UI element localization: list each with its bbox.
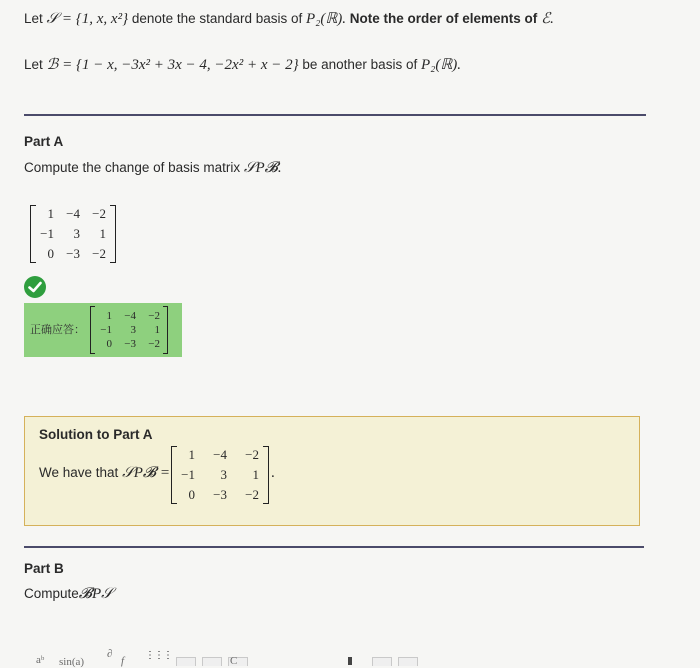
intro-let: Let — [24, 11, 43, 26]
correct-check-icon — [24, 276, 46, 298]
matrix-cell: −3 — [213, 487, 227, 502]
standard-basis-set: 𝒮 = {1, x, x²} — [46, 11, 129, 27]
correct-matrix-grid — [95, 306, 163, 354]
solution-matrix-grid — [177, 446, 263, 504]
intro-line-2 — [24, 55, 461, 74]
redo-button[interactable]: C — [230, 655, 238, 667]
matrix-cell: 3 — [130, 324, 136, 336]
matrix-cell: 0 — [106, 338, 112, 350]
divider-bottom — [24, 546, 644, 548]
part-a-title: Part A — [24, 134, 64, 149]
part-a-prompt — [24, 159, 282, 177]
matrix-cell: −3 — [124, 338, 136, 350]
matrix-cell: −2 — [148, 310, 160, 322]
matrix-cell: 0 — [188, 487, 195, 502]
right-bracket — [163, 306, 168, 354]
part-b-title: Part B — [24, 561, 64, 576]
power-button[interactable]: aᵇ — [36, 654, 45, 666]
matrix-cell: −1 — [40, 226, 54, 241]
function-button[interactable]: f — [121, 655, 125, 667]
solution-matrix — [171, 446, 269, 504]
sin-button[interactable]: sin(a) — [59, 656, 85, 668]
partial-derivative-button[interactable]: ∂ — [107, 648, 113, 660]
matrix-cell: −1 — [181, 467, 195, 482]
order-note: Note the order of elements of — [349, 11, 538, 26]
matrix-cell: −2 — [148, 338, 160, 350]
intro2-let: Let — [24, 57, 43, 72]
solution-symbol: 𝒮P𝓑 = — [122, 465, 170, 481]
part-b-prompt-text: Compute — [24, 586, 79, 601]
right-bracket — [263, 446, 269, 504]
right-bracket — [110, 205, 116, 263]
intro-line-1 — [24, 9, 554, 28]
student-answer-matrix — [30, 205, 116, 263]
part-a-prompt-text: Compute the change of basis matrix — [24, 160, 241, 175]
correct-answer-box — [24, 303, 182, 357]
matrix-cell: −4 — [124, 310, 136, 322]
solution-end-period: . — [271, 465, 275, 481]
matrix-cell: −2 — [245, 487, 259, 502]
matrix-cell: −1 — [100, 324, 112, 336]
matrix-cell: 3 — [73, 226, 80, 241]
matrix-cell: 1 — [106, 310, 112, 322]
matrix-cell: −2 — [92, 206, 106, 221]
correct-answer-matrix — [90, 306, 168, 354]
matrix-cell: −2 — [245, 447, 259, 462]
matrix-cell: −4 — [213, 447, 227, 462]
matrix-cell: −4 — [66, 206, 80, 221]
toolbar-tab-4[interactable] — [348, 657, 352, 665]
part-a-prompt-symbol: 𝒮P𝓑. — [243, 160, 282, 176]
matrix-cell: 1 — [252, 467, 259, 482]
part-b-prompt — [24, 585, 113, 603]
correct-answer-label: 正确应答： — [30, 323, 85, 336]
solution-box — [24, 416, 640, 526]
divider-top — [24, 114, 646, 116]
part-b-prompt-symbol: 𝓑P𝒮 — [78, 586, 113, 602]
matrix-cell: 1 — [47, 206, 54, 221]
solution-title: Solution to Part A — [39, 427, 153, 442]
solution-text — [39, 464, 170, 482]
student-matrix-grid — [36, 205, 110, 263]
intro2-mid: be another basis of — [302, 57, 418, 72]
matrix-cell: 1 — [188, 447, 195, 462]
matrix-cell: 1 — [154, 324, 160, 336]
matrix-button[interactable]: ⋮⋮⋮ — [145, 650, 172, 661]
solution-text-lead: We have that — [39, 465, 119, 480]
space-symbol-2: P₂(ℝ). — [420, 57, 461, 73]
intro-mid: denote the standard basis of — [131, 11, 303, 26]
matrix-cell: 3 — [220, 467, 227, 482]
matrix-cell: 0 — [47, 246, 54, 261]
matrix-cell: 1 — [99, 226, 106, 241]
matrix-cell: −3 — [66, 246, 80, 261]
order-note-symbol: ℰ. — [541, 11, 554, 27]
space-symbol: P₂(ℝ). — [306, 11, 346, 27]
basis-b-set: ℬ = {1 − x, −3x² + 3x − 4, −2x² + x − 2} — [46, 57, 299, 73]
matrix-cell: −2 — [92, 246, 106, 261]
